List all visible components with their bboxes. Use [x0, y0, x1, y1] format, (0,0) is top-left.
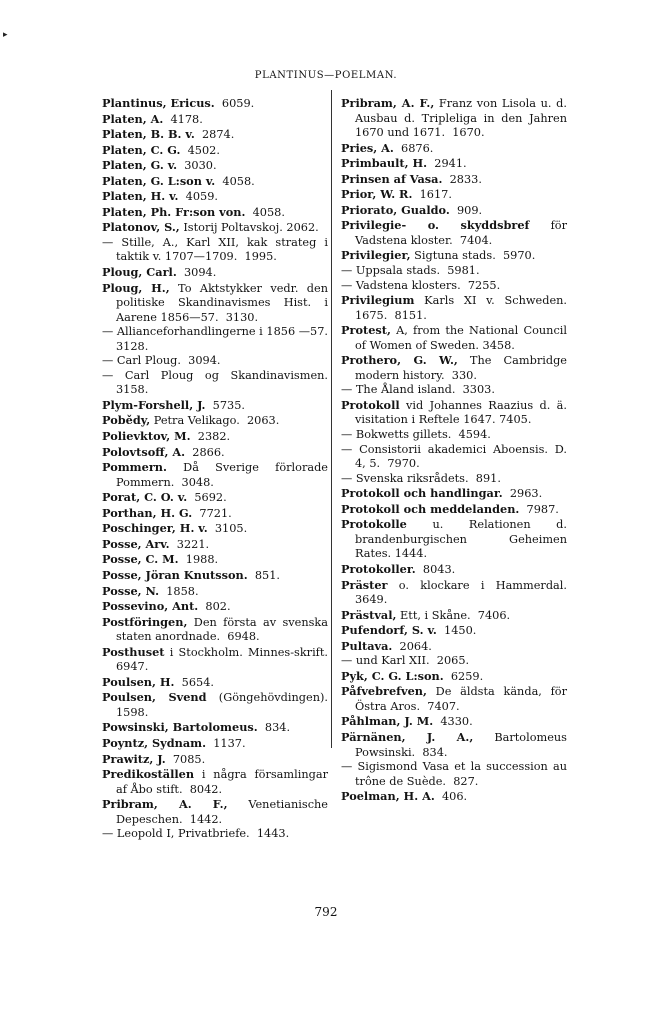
- index-entry: [102, 127, 328, 143]
- entry-heading: Platen, Ph. Fr:son von.: [102, 204, 246, 219]
- entry-heading: Porthan, H. G.: [102, 505, 193, 520]
- entry-text: 406.: [434, 790, 468, 804]
- entry-text: A, from the National Council of Women of Sweden. 3458.: [355, 324, 571, 352]
- index-entry: [102, 205, 328, 221]
- index-entry: [341, 141, 567, 157]
- index-entry: [102, 568, 328, 584]
- corner-mark: ▸: [3, 30, 8, 40]
- index-entry: [102, 690, 332, 720]
- index-entry: [341, 264, 567, 279]
- index-entry: [102, 158, 328, 174]
- page-number: 792: [314, 905, 338, 919]
- entry-text: 7987.: [519, 502, 559, 516]
- index-entry: [102, 537, 328, 553]
- index-entry: [102, 644, 336, 675]
- entry-text: 4059.: [178, 190, 219, 204]
- entry-heading: Protokoll och handlingar.: [341, 486, 503, 501]
- entry-text: — und Karl XII. 2065.: [341, 654, 470, 668]
- entry-heading: Påfvebrefven,: [341, 684, 427, 699]
- entry-heading: Protokoll: [341, 397, 400, 412]
- index-entry: [341, 383, 567, 398]
- entry-text: Karls XI v. Schweden. 1675. 8151.: [355, 294, 571, 322]
- entry-heading: Platen, A.: [102, 111, 164, 126]
- index-entry: [341, 517, 571, 562]
- index-entry: [341, 669, 567, 685]
- entry-text: 2941.: [427, 157, 467, 171]
- entry-text: 1617.: [412, 188, 452, 202]
- entry-text: 2874.: [194, 128, 235, 142]
- entry-heading: Poulsen, H.: [102, 674, 175, 689]
- entry-heading: Priorato, Gualdo.: [341, 202, 450, 217]
- index-entry: [341, 353, 571, 383]
- entry-heading: Prinsen af Vasa.: [341, 171, 443, 186]
- index-entry: [102, 429, 328, 445]
- index-entry: [102, 143, 328, 159]
- index-entry: [341, 472, 567, 487]
- entry-text: i några församlingar af Åbo stift. 8042.: [116, 768, 332, 796]
- index-entry: [102, 552, 328, 568]
- entry-text: — Stille, A., Karl XII, kak strateg i taktik v. 1707—1709. 1995.: [102, 235, 332, 264]
- entry-text: — Vadstena klosters. 7255.: [341, 278, 501, 292]
- entry-heading: Pommern.: [102, 460, 167, 475]
- index-entry: [341, 203, 567, 219]
- entry-text: 834.: [257, 721, 291, 735]
- index-entry: [102, 235, 332, 265]
- entry-text: 6876.: [393, 141, 434, 155]
- entry-heading: Posse, Arv.: [102, 536, 170, 551]
- entry-heading: Posse, C. M.: [102, 552, 179, 567]
- entry-heading: Predikoställen: [102, 767, 195, 782]
- index-column-left: [102, 96, 336, 842]
- entry-text: 7721.: [192, 506, 232, 520]
- index-entry: [102, 325, 336, 354]
- index-entry: [341, 428, 567, 443]
- index-entry: [102, 220, 328, 236]
- entry-heading: Platen, G. v.: [102, 158, 178, 173]
- entry-text: 5692.: [187, 491, 227, 505]
- entry-text: (Göngehövdingen). 1598.: [116, 691, 332, 719]
- entry-heading: Platen, H. v.: [102, 189, 179, 204]
- entry-heading: Präster: [341, 577, 388, 592]
- entry-text: 1988.: [178, 553, 219, 567]
- entry-text: 1858.: [159, 584, 199, 598]
- entry-heading: Poschinger, H. v.: [102, 521, 208, 536]
- entry-heading: Protokoll och meddelanden.: [341, 501, 520, 516]
- index-entry: [102, 506, 328, 522]
- entry-heading: Polovtsoff, A.: [102, 444, 186, 459]
- entry-text: 3094.: [176, 266, 217, 280]
- entry-heading: Privilegium: [341, 293, 415, 308]
- entry-heading: Protokolle: [341, 517, 407, 532]
- entry-heading: Plantinus, Ericus.: [102, 96, 215, 110]
- index-entry: [341, 486, 567, 502]
- entry-text: Franz von Lisola u. d. Ausbau d. Tripleliga in den Jahren 1670 und 1671. 1670.: [355, 97, 571, 140]
- entry-heading: Poelman, H. A.: [341, 789, 435, 804]
- entry-heading: Pufendorf, S. v.: [341, 623, 437, 638]
- entry-heading: Pries, A.: [341, 140, 394, 155]
- index-entry: [102, 490, 328, 506]
- entry-text: 802.: [198, 600, 231, 614]
- entry-text: Petra Velikago. 2063.: [150, 414, 280, 428]
- entry-heading: Pultava.: [341, 638, 393, 653]
- entry-text: De äldsta kända, för Östra Aros. 7407.: [355, 685, 571, 713]
- entry-heading: Powsinski, Bartolomeus.: [102, 720, 258, 735]
- index-entry: [341, 248, 567, 264]
- entry-text: Istorij Poltavskoj. 2062.: [179, 221, 319, 235]
- entry-heading: Platonov, S.,: [102, 220, 180, 235]
- index-entry: [102, 96, 328, 112]
- entry-heading: Prior, W. R.: [341, 187, 413, 202]
- index-entry: [341, 714, 567, 730]
- index-entry: [341, 639, 567, 655]
- index-entry: [341, 654, 567, 669]
- index-entry: [341, 729, 571, 760]
- entry-heading: Platen, C. G.: [102, 142, 181, 157]
- entry-text: 6259.: [443, 669, 484, 683]
- entry-heading: Posse, N.: [102, 583, 160, 598]
- entry-text: i Stockholm. Minnes-skrift. 6947.: [116, 645, 336, 674]
- entry-heading: Protokoller.: [341, 561, 416, 576]
- index-entry: [341, 502, 567, 518]
- entry-text: Den första av svenska staten anordnade. 6948.: [116, 615, 332, 644]
- entry-heading: Pärnänen, J. A.,: [341, 729, 474, 744]
- entry-text: 2833.: [442, 172, 482, 186]
- running-head: PLANTINUS—POELMAN.: [254, 70, 398, 81]
- entry-text: för Vadstena kloster. 7404.: [355, 219, 571, 247]
- entry-text: — Svenska riksrådets. 891.: [341, 471, 501, 485]
- index-entry: [102, 827, 328, 842]
- index-entry: [102, 752, 328, 768]
- index-entry: [341, 293, 571, 323]
- entry-heading: Platen, G. L:son v.: [102, 173, 216, 188]
- entry-heading: Primbault, H.: [341, 156, 428, 171]
- index-entry: [341, 156, 567, 172]
- entry-heading: Porat, C. O. v.: [102, 490, 188, 505]
- entry-heading: Prothero, G. W.,: [341, 353, 458, 368]
- entry-text: 909.: [449, 203, 483, 217]
- entry-text: Venetianische Depeschen. 1442.: [116, 798, 332, 826]
- entry-text: 2382.: [190, 430, 231, 444]
- entry-text: 4330.: [433, 715, 473, 729]
- entry-heading: Posthuset: [102, 644, 165, 659]
- entry-text: — The Åland island. 3303.: [341, 383, 495, 397]
- entry-text: 1450.: [436, 624, 477, 638]
- index-entry: [102, 675, 328, 691]
- index-entry: [341, 577, 571, 608]
- entry-text: — Allianceforhandlingerne i 1856 —57. 3128.: [102, 325, 336, 353]
- entry-text: — Carl Ploug og Skandinavismen. 3158.: [102, 368, 332, 397]
- index-entry: [341, 608, 567, 624]
- entry-text: 851.: [247, 568, 281, 582]
- entry-text: 4058.: [215, 174, 255, 188]
- entry-text: 2963.: [502, 487, 543, 501]
- entry-text: Sigtuna stads. 5970.: [410, 249, 536, 263]
- entry-heading: Pobědy,: [102, 413, 151, 428]
- index-entry: [102, 354, 328, 369]
- index-entry: [102, 767, 332, 797]
- entry-text: u. Relationen d. brandenburgischen Geheimen Rates. 1444.: [355, 518, 571, 561]
- entry-text: vid Johannes Raazius d. ä. visitation i Reftele 1647. 7405.: [355, 398, 571, 427]
- entry-text: 4178.: [163, 112, 203, 126]
- entry-text: 4502.: [180, 143, 220, 157]
- index-entry: [341, 279, 567, 294]
- entry-heading: Possevino, Ant.: [102, 599, 199, 614]
- index-entry: [102, 189, 328, 205]
- index-column-right: [341, 96, 571, 805]
- index-entry: [102, 445, 328, 461]
- entry-heading: Plym-Forshell, J.: [102, 397, 206, 412]
- entry-text: 3221.: [169, 537, 210, 551]
- entry-text: 4058.: [245, 205, 285, 219]
- entry-text: 8043.: [415, 562, 456, 576]
- index-entry: [102, 460, 332, 490]
- entry-heading: Posse, Jöran Knutsson.: [102, 567, 248, 582]
- entry-text: — Consistorii akademici Aboensis. D. 4, 5. 7970.: [341, 442, 571, 471]
- entry-text: 5654.: [174, 675, 214, 689]
- index-entry: [102, 599, 328, 615]
- entry-heading: Prawitz, J.: [102, 751, 166, 766]
- index-entry: [341, 397, 571, 428]
- entry-heading: Ploug, H.,: [102, 280, 170, 295]
- entry-text: — Bokwetts gillets. 4594.: [341, 428, 491, 442]
- entry-text: — Uppsala stads. 5981.: [341, 264, 480, 278]
- index-entry: [102, 720, 328, 736]
- index-entry: [341, 760, 571, 789]
- entry-heading: Ploug, Carl.: [102, 265, 177, 280]
- entry-text: Bartolomeus Powsinski. 834.: [355, 730, 571, 759]
- entry-text: 2064.: [392, 639, 432, 653]
- entry-text: 3105.: [207, 522, 248, 536]
- entry-heading: Platen, B. B. v.: [102, 127, 195, 142]
- index-entry: [102, 521, 328, 537]
- entry-text: — Leopold I, Privatbriefe. 1443.: [102, 827, 290, 841]
- entry-heading: Pyk, C. G. L:son.: [341, 668, 444, 683]
- entry-text: 3030.: [177, 159, 217, 173]
- entry-text: Ett, i Skåne. 7406.: [396, 608, 511, 622]
- entry-heading: Prästval,: [341, 607, 397, 622]
- index-entry: [102, 797, 332, 827]
- entry-text: 5735.: [205, 398, 246, 412]
- index-entry: [102, 413, 328, 429]
- entry-heading: Påhlman, J. M.: [341, 714, 434, 729]
- index-entry: [341, 442, 571, 472]
- index-entry: [102, 736, 328, 752]
- entry-text: — Carl Ploug. 3094.: [102, 354, 221, 368]
- entry-text: — Sigismond Vasa et la succession au trône de Suède. 827.: [341, 760, 571, 788]
- entry-heading: Poyntz, Sydnam.: [102, 735, 207, 750]
- entry-text: To Aktstykker vedr. den politiske Skandinavismes Hist. i Aarene 1856—57. 3130.: [116, 281, 332, 324]
- entry-heading: Pribram, A. F.,: [341, 96, 435, 110]
- index-entry: [341, 562, 567, 578]
- index-entry: [102, 398, 328, 414]
- index-entry: [102, 280, 332, 326]
- index-entry: [341, 96, 571, 141]
- index-entry: [102, 112, 328, 128]
- index-entry: [341, 218, 571, 248]
- index-entry: [102, 584, 328, 600]
- index-entry: [341, 323, 571, 353]
- index-entry: [341, 623, 567, 639]
- entry-heading: Pribram, A. F.,: [102, 797, 228, 812]
- entry-text: Då Sverige förlorade Pommern. 3048.: [116, 461, 332, 489]
- entry-heading: Poulsen, Svend: [102, 690, 207, 705]
- entry-text: 6059.: [214, 97, 255, 110]
- index-entry: [341, 187, 567, 203]
- entry-text: 7085.: [165, 752, 206, 766]
- column-divider: [331, 90, 332, 748]
- index-entry: [341, 789, 567, 805]
- entry-heading: Protest,: [341, 323, 391, 338]
- index-entry: [102, 614, 332, 645]
- entry-heading: Polievktov, M.: [102, 429, 191, 444]
- entry-heading: Privilegier,: [341, 248, 411, 263]
- index-entry: [102, 174, 328, 190]
- index-entry: [341, 684, 571, 714]
- entry-text: 1137.: [206, 736, 246, 750]
- index-entry: [341, 172, 567, 188]
- index-entry: [102, 265, 328, 281]
- entry-heading: Privilegie- o. skyddsbref: [341, 218, 530, 233]
- index-entry: [102, 368, 332, 398]
- entry-text: 2866.: [185, 445, 225, 459]
- entry-heading: Postföringen,: [102, 614, 188, 629]
- entry-text: o. klockare i Hammerdal. 3649.: [355, 578, 571, 607]
- entry-text: The Cambridge modern history. 330.: [355, 354, 571, 382]
